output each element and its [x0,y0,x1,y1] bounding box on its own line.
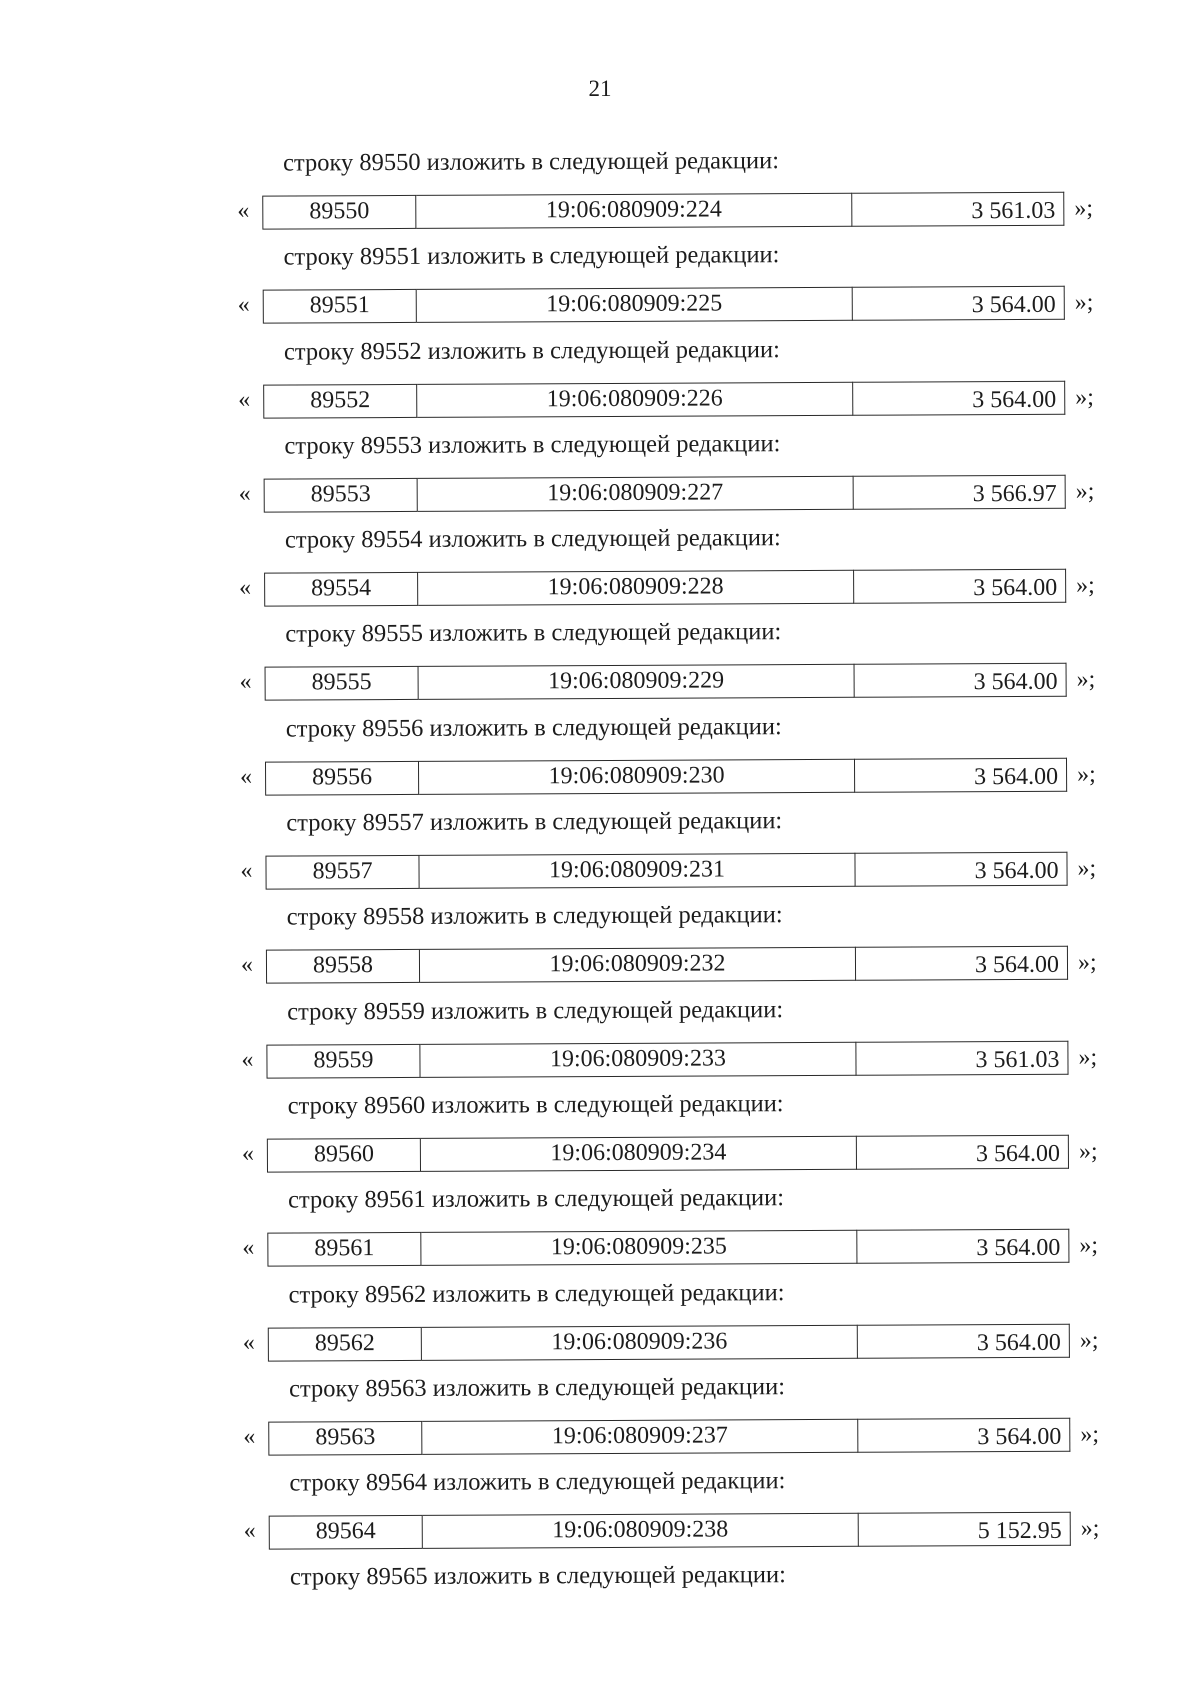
table-row [240,757,1107,795]
amendment-entry [6,1277,1200,1377]
area-cell: 3 566.97 [854,475,1066,510]
row-table [269,1512,1071,1550]
closing-quote: »; [1078,1138,1098,1165]
row-number-cell: 89559 [266,1044,420,1079]
row-number-cell: 89564 [269,1515,423,1550]
cadastral-number-cell: 19:06:080909:227 [418,476,854,512]
area-cell: 3 564.00 [858,1418,1070,1453]
opening-quote: « [241,1046,254,1073]
closing-quote: »; [1077,949,1097,977]
area-cell: 3 564.00 [857,1229,1069,1264]
cadastral-number-cell: 19:06:080909:230 [419,759,855,795]
opening-quote: « [237,292,250,319]
amendment-intro: строку 89564 изложить в следующей редакции: [289,1467,786,1497]
row-number-cell: 89556 [265,761,419,796]
amendment-intro: строку 89562 изложить в следующей редакции: [288,1278,785,1309]
row-table [267,1229,1069,1267]
table-row [242,1134,1109,1172]
area-cell: 3 561.03 [856,1040,1068,1075]
row-number-cell: 89552 [263,383,417,418]
row-table [265,852,1067,890]
row-table [262,192,1064,230]
opening-quote: « [243,1517,256,1544]
opening-quote: « [242,1234,255,1262]
amendment-entry [4,899,1200,999]
row-table [268,1418,1070,1456]
area-cell: 3 564.00 [853,286,1065,321]
table-row [240,852,1107,890]
row-table [268,1323,1070,1361]
opening-quote: « [241,1140,254,1167]
closing-quote: »; [1077,855,1097,882]
amendment-intro: строку 89556 изложить в следующей редакции: [285,712,782,743]
opening-quote: « [238,480,251,507]
amendment-intro: строку 89563 изложить в следующей редакции: [288,1372,786,1403]
amendment-intro: строку 89554 изложить в следующей редакции: [284,524,781,554]
area-cell: 3 561.03 [852,192,1064,227]
area-cell: 3 564.00 [855,852,1067,887]
amendment-entry [0,239,1200,339]
area-cell: 3 564.00 [853,380,1065,415]
table-row [237,192,1104,230]
closing-quote: »; [1075,478,1095,505]
table-row [239,569,1106,607]
amendment-entry [5,1088,1200,1188]
opening-quote: « [238,386,251,413]
cadastral-number-cell: 19:06:080909:237 [422,1419,858,1455]
amendment-intro: строку 89558 изложить в следующей редакции: [286,901,783,931]
table-row [243,1417,1110,1455]
row-number-cell: 89554 [264,572,418,607]
opening-quote: « [239,574,252,601]
table-row [243,1323,1110,1361]
row-number-cell: 89553 [264,478,418,513]
cadastral-number-cell: 19:06:080909:226 [417,381,853,417]
amendment-entry [2,617,1200,717]
amendment-entry [1,428,1200,528]
row-table [265,758,1067,796]
table-row [238,286,1105,324]
closing-quote: »; [1076,667,1096,694]
amendments-list [0,145,1200,1660]
amendment-intro: строку 89550 изложить в следующей редакции: [283,147,780,177]
amendment-entry [6,1371,1200,1471]
row-table [266,946,1068,984]
row-table [267,1135,1069,1173]
amendment-entry [6,1465,1200,1565]
closing-quote: »; [1079,1327,1099,1354]
cadastral-number-cell: 19:06:080909:233 [420,1041,856,1077]
row-table [264,569,1066,607]
row-table [264,475,1066,513]
amendment-entry [0,145,1200,245]
table-row [239,474,1106,512]
cadastral-number-cell: 19:06:080909:228 [418,570,854,606]
opening-quote: « [239,669,252,696]
closing-quote: »; [1080,1515,1100,1542]
amendment-intro: строку 89557 изложить в следующей редакции: [286,807,783,837]
amendment-entry [3,711,1200,811]
closing-quote: »; [1076,572,1095,599]
closing-quote: »; [1079,1232,1099,1259]
opening-quote: « [240,857,253,884]
cadastral-number-cell: 19:06:080909:231 [419,853,855,889]
area-cell: 3 564.00 [856,946,1068,981]
table-row [238,380,1105,418]
cadastral-number-cell: 19:06:080909:229 [419,664,855,700]
cadastral-number-cell: 19:06:080909:236 [422,1324,858,1360]
amendment-entry [5,1182,1200,1282]
row-number-cell: 89560 [267,1138,421,1173]
amendment-intro: строку 89552 изложить в следующей редакции: [283,335,780,366]
amendment-intro: строку 89561 изложить в следующей редакции: [288,1184,785,1214]
area-cell: 3 564.00 [854,569,1066,604]
entries-container [0,145,1200,1565]
amendment-entry-final [7,1560,1200,1660]
row-number-cell: 89551 [263,289,417,324]
amendment-entry [1,334,1200,434]
table-row [241,1040,1108,1078]
opening-quote: « [243,1423,256,1450]
amendment-intro: строку 89565 изложить в следующей редакции: [289,1561,786,1591]
amendment-entry [3,805,1200,905]
cadastral-number-cell: 19:06:080909:232 [420,947,856,983]
closing-quote: »; [1074,195,1094,222]
cadastral-number-cell: 19:06:080909:234 [421,1136,857,1172]
cadastral-number-cell: 19:06:080909:225 [417,287,853,323]
closing-quote: »; [1075,384,1094,411]
table-row [242,1229,1109,1267]
cadastral-number-cell: 19:06:080909:224 [416,193,852,229]
row-number-cell: 89555 [265,666,419,701]
amendment-intro: строку 89559 изложить в следующей редакции: [287,995,784,1026]
amendment-intro: строку 89560 изложить в следующей редакции: [287,1090,784,1120]
row-number-cell: 89558 [266,949,420,984]
row-number-cell: 89561 [267,1232,421,1267]
opening-quote: « [240,952,254,979]
row-number-cell: 89562 [268,1326,422,1361]
row-table [265,663,1067,701]
area-cell: 3 564.00 [858,1323,1070,1358]
closing-quote: »; [1074,289,1094,316]
page-number: 21 [588,76,612,101]
closing-quote: »; [1078,1044,1098,1071]
row-table [263,380,1065,418]
area-cell: 3 564.00 [857,1135,1069,1170]
amendment-intro: строку 89555 изложить в следующей редакции: [285,618,782,649]
table-row [241,946,1108,984]
row-table [263,286,1065,324]
row-table [266,1040,1068,1078]
cadastral-number-cell: 19:06:080909:238 [423,1513,859,1549]
table-row [244,1512,1111,1550]
amendment-entry [2,522,1200,622]
opening-quote: « [240,763,253,790]
cadastral-number-cell: 19:06:080909:235 [421,1230,857,1266]
table-row [240,663,1107,701]
opening-quote: « [237,197,250,224]
closing-quote: »; [1077,761,1096,788]
row-number-cell: 89557 [265,855,419,890]
amendment-intro: строку 89553 изложить в следующей редакции: [284,430,781,460]
closing-quote: »; [1080,1421,1100,1448]
row-number-cell: 89550 [262,195,416,230]
amendment-entry [4,994,1200,1094]
row-number-cell: 89563 [268,1421,422,1456]
area-cell: 3 564.00 [855,663,1067,698]
area-cell: 5 152.95 [859,1512,1071,1547]
amendment-intro: строку 89551 изложить в следующей редакции: [283,241,780,271]
opening-quote: « [242,1329,255,1356]
area-cell: 3 564.00 [855,758,1067,793]
